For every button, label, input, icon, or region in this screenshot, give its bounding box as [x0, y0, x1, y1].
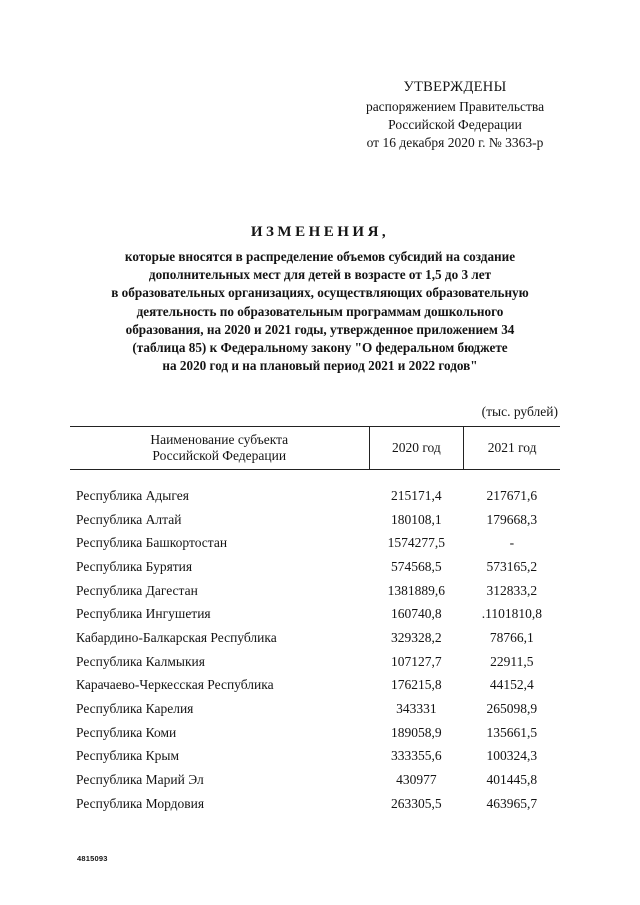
table-row — [70, 745, 560, 769]
document-subtitle — [60, 248, 580, 375]
region-name-cell: Республика Крым — [76, 748, 180, 764]
table-row — [70, 579, 560, 603]
value-2021-cell: - — [509, 535, 515, 551]
region-name-cell: Республика Мордовия — [76, 795, 205, 811]
region-name-cell: Республика Дагестан — [76, 582, 198, 598]
region-name-cell: Республика Марий Эл — [76, 772, 204, 788]
subtitle-line: деятельность по образовательным программам дошкольного — [136, 303, 504, 319]
region-name-cell: Республика Бурятия — [76, 558, 193, 574]
value-2021-cell: 44152,4 — [489, 677, 534, 693]
value-2021-cell: 217671,6 — [486, 487, 538, 503]
value-2020-cell: 160740,8 — [391, 606, 442, 622]
approval-line-1: распоряжением Правительства — [365, 99, 545, 114]
unit-label: (тыс. рублей) — [481, 404, 558, 419]
header-name-line-1: Наименование субъекта — [150, 432, 289, 447]
header-region-name — [70, 427, 369, 470]
table-row — [70, 650, 560, 674]
subtitle-line: на 2020 год и на плановый период 2021 и 2022 годов" — [162, 358, 478, 374]
table-row — [70, 792, 560, 816]
value-2020-cell: 333355,6 — [391, 748, 442, 764]
table-row — [70, 674, 560, 698]
subtitle-line: которые вносятся в распределение объемов субсидий на создание — [124, 249, 516, 264]
table-row — [70, 768, 560, 792]
value-2020-cell: 430977 — [396, 772, 437, 788]
subtitle-line: дополнительных мест для детей в возрасте от 1,5 до 3 лет — [148, 267, 492, 283]
value-2020-cell: 180108,1 — [391, 511, 442, 527]
table-row — [70, 697, 560, 721]
subtitle-line: (таблица 85) к Федеральному закону "О федеральном бюджете — [132, 340, 508, 356]
value-2020-cell: 107127,7 — [391, 653, 442, 669]
table-header-row — [70, 427, 560, 470]
approval-block — [330, 78, 580, 152]
value-2020-cell: 176215,8 — [391, 677, 442, 693]
header-name-line-2: Российской Федерации — [152, 448, 287, 463]
value-2021-cell: 100324,3 — [486, 748, 538, 764]
table-row — [70, 508, 560, 532]
value-2021-cell: 135661,5 — [486, 724, 538, 740]
table-row — [70, 484, 560, 508]
value-2021-cell: 78766,1 — [489, 629, 534, 645]
region-name-cell: Республика Ингушетия — [76, 606, 211, 622]
table-row — [70, 531, 560, 555]
region-name-cell: Республика Карелия — [76, 701, 194, 717]
table-spacer-row — [70, 470, 560, 485]
document-title: ИЗМЕНЕНИЯ, — [250, 224, 390, 240]
value-2021-cell: 573165,2 — [486, 558, 538, 574]
subtitle-line: образования, на 2020 и 2021 годы, утвержденное приложением 34 — [125, 321, 515, 337]
value-2020-cell: 574568,5 — [391, 558, 442, 574]
value-2020-cell: 215171,4 — [391, 487, 442, 503]
subsidy-table — [70, 426, 560, 816]
table-row — [70, 555, 560, 579]
table-row — [70, 602, 560, 626]
value-2020-cell: 263305,5 — [391, 795, 442, 811]
region-name-cell: Республика Калмыкия — [76, 653, 205, 669]
value-2020-cell: 1574277,5 — [387, 535, 446, 551]
value-2021-cell: 265098,9 — [486, 701, 538, 717]
region-name-cell: Карачаево-Черкесская Республика — [76, 677, 274, 693]
region-name-cell: Республика Коми — [76, 724, 177, 740]
approval-line-2: Российской Федерации — [388, 117, 522, 132]
value-2021-cell: 179668,3 — [486, 511, 538, 527]
table-row — [70, 626, 560, 650]
approval-line-3: от 16 декабря 2020 г. № 3363-р — [366, 135, 544, 150]
approval-heading: УТВЕРЖДЕНЫ — [403, 79, 507, 95]
region-name-cell: Кабардино-Балкарская Республика — [76, 629, 277, 645]
region-name-cell: Республика Адыгея — [76, 487, 189, 503]
region-name-cell: Республика Алтай — [76, 511, 182, 527]
value-2020-cell: 329328,2 — [391, 629, 442, 645]
header-year-2020: 2020 год — [369, 427, 464, 470]
table-row — [70, 721, 560, 745]
value-2021-cell: 401445,8 — [486, 772, 538, 788]
value-2021-cell: .1101810,8 — [481, 606, 542, 622]
header-year-2021: 2021 год — [464, 427, 560, 470]
footer-document-code: 4815093 — [77, 854, 108, 863]
value-2021-cell: 22911,5 — [490, 653, 534, 669]
value-2020-cell: 343331 — [396, 701, 437, 717]
value-2021-cell: 312833,2 — [486, 582, 538, 598]
value-2021-cell: 463965,7 — [486, 795, 538, 811]
subtitle-line: в образовательных организациях, осуществляющих образовательную — [111, 285, 529, 301]
value-2020-cell: 1381889,6 — [387, 582, 446, 598]
table-body — [70, 470, 560, 816]
region-name-cell: Республика Башкортостан — [76, 535, 228, 551]
value-2020-cell: 189058,9 — [391, 724, 442, 740]
